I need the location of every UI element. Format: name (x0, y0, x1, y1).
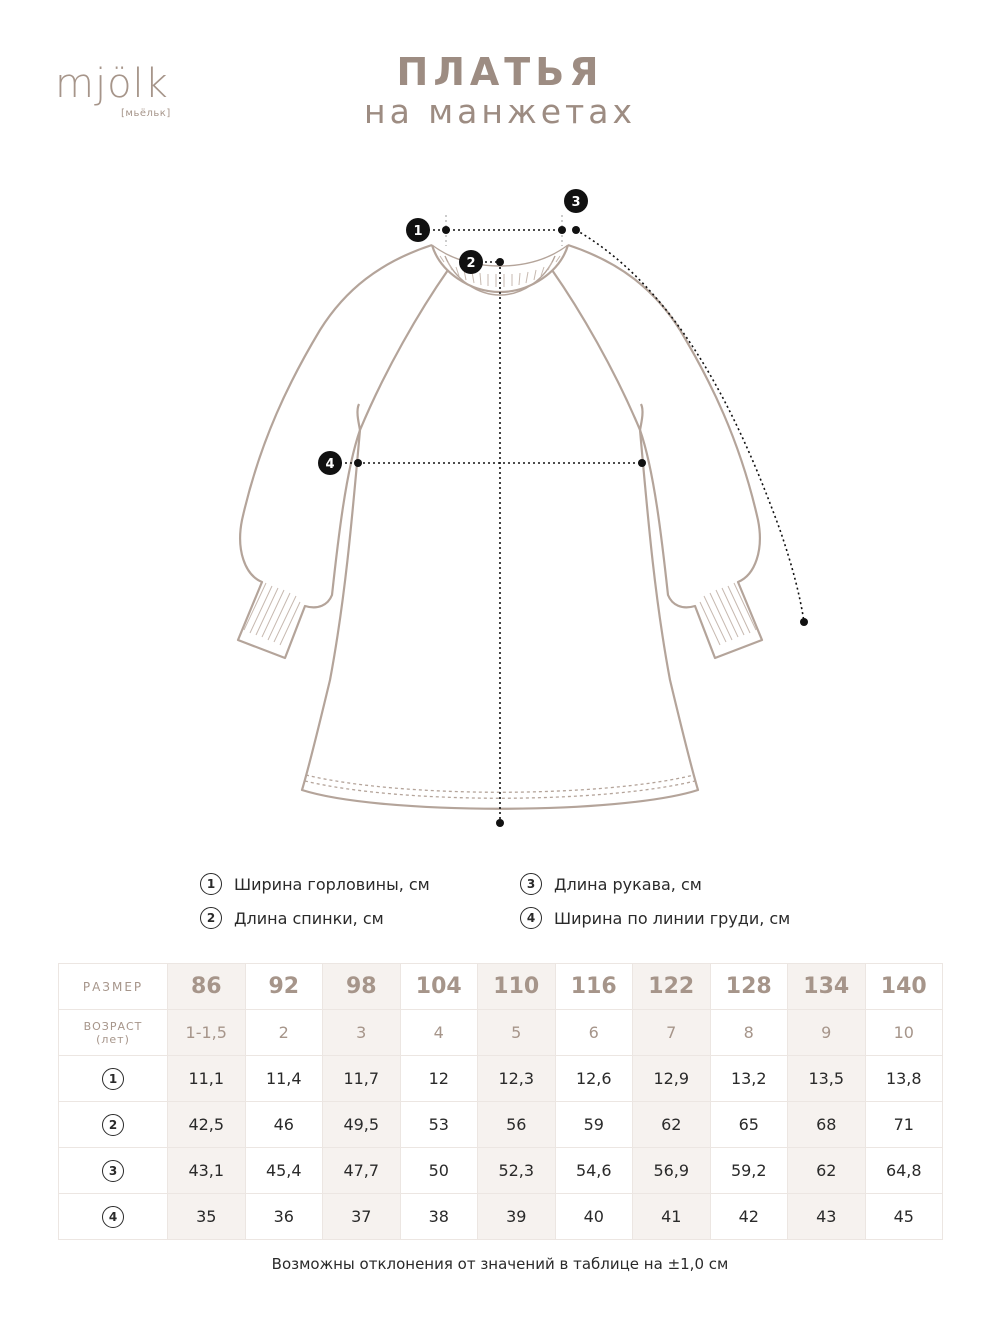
table-cell: 2 (245, 1010, 323, 1056)
legend-label: Длина рукава, см (554, 874, 702, 894)
table-cell: 42 (710, 1194, 788, 1240)
row-marker-2-icon: 2 (102, 1114, 124, 1136)
table-cell: 13,2 (710, 1056, 788, 1102)
age-header (59, 1010, 168, 1056)
svg-text:4: 4 (325, 457, 335, 472)
table-cell: 41 (633, 1194, 711, 1240)
table-row-measure-3 (59, 1148, 943, 1194)
table-row-measure-4 (59, 1194, 943, 1240)
measurement-lines (330, 230, 804, 822)
table-cell: 140 (865, 964, 943, 1010)
table-cell: 3 (323, 1010, 401, 1056)
table-cell: 4 (400, 1010, 478, 1056)
measure-line-sleeve-length (576, 230, 804, 622)
table-cell: 13,5 (788, 1056, 866, 1102)
table-row-measure-2 (59, 1102, 943, 1148)
row-marker-3-icon: 3 (102, 1160, 124, 1182)
dress-outline (238, 245, 762, 809)
table-cell: 35 (168, 1194, 246, 1240)
row-marker-3 (59, 1148, 168, 1194)
legend-marker-1-icon: 1 (200, 873, 222, 895)
table-cell: 8 (710, 1010, 788, 1056)
page-title: ПЛАТЬЯ (396, 50, 604, 94)
table-cell: 38 (400, 1194, 478, 1240)
table-cell: 116 (555, 964, 633, 1010)
table-cell: 11,4 (245, 1056, 323, 1102)
legend-marker-4-icon: 4 (520, 907, 542, 929)
table-cell: 56 (478, 1102, 556, 1148)
table-cell: 43,1 (168, 1148, 246, 1194)
table-cell: 86 (168, 964, 246, 1010)
row-marker-4 (59, 1194, 168, 1240)
table-cell: 45,4 (245, 1148, 323, 1194)
age-header-unit: (лет) (96, 1032, 130, 1046)
legend-item-neck-width (200, 873, 430, 895)
table-cell: 110 (478, 964, 556, 1010)
table-cell: 65 (710, 1102, 788, 1148)
table-cell: 59,2 (710, 1148, 788, 1194)
logo-wordmark: mjölk (55, 61, 169, 107)
table-cell: 11,1 (168, 1056, 246, 1102)
table-cell: 6 (555, 1010, 633, 1056)
page-subtitle: на манжетах (364, 92, 636, 131)
table-cell: 11,7 (323, 1056, 401, 1102)
table-cell: 42,5 (168, 1102, 246, 1148)
table-cell: 5 (478, 1010, 556, 1056)
table-cell: 68 (788, 1102, 866, 1148)
table-cell: 36 (245, 1194, 323, 1240)
table-cell: 92 (245, 964, 323, 1010)
tolerance-note: Возможны отклонения от значений в таблице на ±1,0 см (271, 1255, 729, 1273)
table-cell: 104 (400, 964, 478, 1010)
legend-item-sleeve-length (520, 873, 702, 895)
logo-transcription: [мьёльк] (121, 108, 171, 119)
table-row-measure-1 (59, 1056, 943, 1102)
size-chart-table (58, 963, 943, 1240)
marker-4-icon (318, 451, 342, 475)
table-cell: 134 (788, 964, 866, 1010)
age-header-label: ВОЗРАСТ (83, 1019, 143, 1033)
table-cell: 62 (633, 1102, 711, 1148)
marker-2-icon (459, 250, 483, 274)
table-cell: 7 (633, 1010, 711, 1056)
table-cell: 12,3 (478, 1056, 556, 1102)
table-cell: 64,8 (865, 1148, 943, 1194)
table-cell: 1-1,5 (168, 1010, 246, 1056)
table-cell: 59 (555, 1102, 633, 1148)
table-cell: 45 (865, 1194, 943, 1240)
row-marker-2 (59, 1102, 168, 1148)
legend-item-chest-width (520, 907, 790, 929)
table-cell: 40 (555, 1194, 633, 1240)
table-row-ages (59, 1010, 943, 1056)
size-header: РАЗМЕР (59, 964, 168, 1010)
table-cell: 12,6 (555, 1056, 633, 1102)
table-cell: 128 (710, 964, 788, 1010)
marker-3-icon (564, 189, 588, 213)
table-cell: 50 (400, 1148, 478, 1194)
table-cell: 9 (788, 1010, 866, 1056)
table-cell: 46 (245, 1102, 323, 1148)
marker-1-icon (406, 218, 430, 242)
legend-label: Длина спинки, см (234, 908, 384, 928)
table-cell: 98 (323, 964, 401, 1010)
table-cell: 12,9 (633, 1056, 711, 1102)
table-cell: 54,6 (555, 1148, 633, 1194)
legend-item-back-length (200, 907, 384, 929)
table-cell: 12 (400, 1056, 478, 1102)
row-marker-1-icon: 1 (102, 1068, 124, 1090)
svg-text:1: 1 (413, 224, 423, 239)
svg-text:3: 3 (571, 195, 581, 210)
table-cell: 53 (400, 1102, 478, 1148)
table-cell: 122 (633, 964, 711, 1010)
table-cell: 52,3 (478, 1148, 556, 1194)
table-cell: 39 (478, 1194, 556, 1240)
legend-marker-3-icon: 3 (520, 873, 542, 895)
table-cell: 49,5 (323, 1102, 401, 1148)
table-cell: 13,8 (865, 1056, 943, 1102)
table-cell: 56,9 (633, 1148, 711, 1194)
row-marker-4-icon: 4 (102, 1206, 124, 1228)
table-cell: 43 (788, 1194, 866, 1240)
table-cell: 47,7 (323, 1148, 401, 1194)
table-cell: 10 (865, 1010, 943, 1056)
table-cell: 37 (323, 1194, 401, 1240)
legend-label: Ширина горловины, см (234, 874, 430, 894)
legend-marker-2-icon: 2 (200, 907, 222, 929)
legend-label: Ширина по линии груди, см (554, 908, 791, 928)
table-cell: 71 (865, 1102, 943, 1148)
table-cell: 62 (788, 1148, 866, 1194)
row-marker-1 (59, 1056, 168, 1102)
svg-text:2: 2 (466, 256, 476, 271)
table-row-sizes (59, 964, 943, 1010)
